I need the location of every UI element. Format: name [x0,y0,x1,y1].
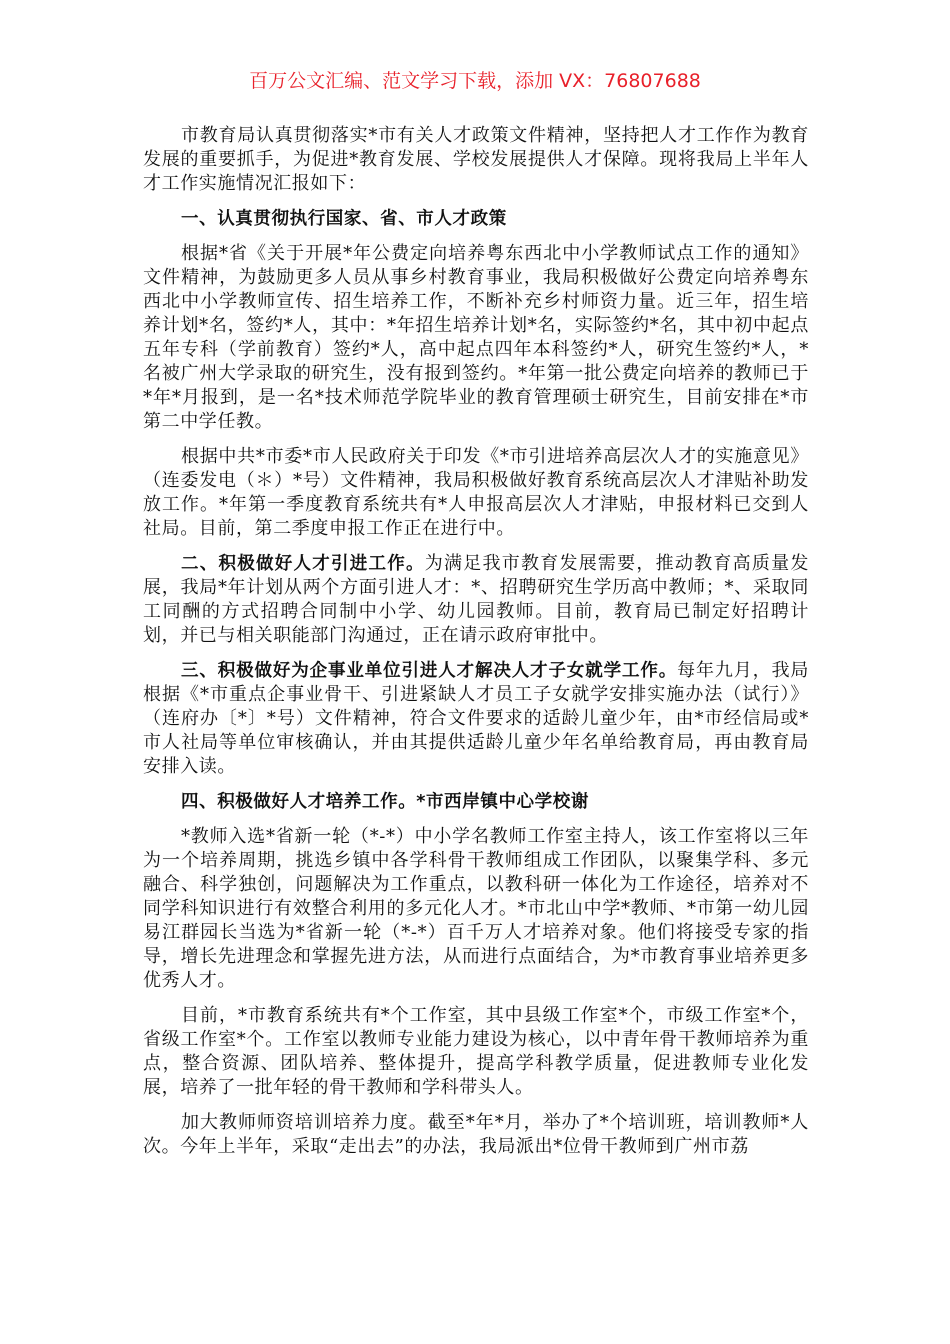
section-4-paragraph-2: 目前，*市教育系统共有*个工作室，其中县级工作室*个，市级工作室*个，省级工作室*个。工作室以教师专业能力建设为核心，以中青年骨干教师培养为重点，整合资源、团队培养、整体提升，提高学科教学质量，促进教师专业化发展，培养了一批年轻的骨干教师和学科带头人。 [143,1005,809,1098]
section-2-paragraph [143,552,809,648]
section-2-text: 为满足我市教育发展需要，推动教育高质量发展，我局*年计划从两个方面引进人才：*、招聘研究生学历高中教师；*、采取同工同酬的方式招聘合同制中小学、幼儿园教师。目前，教育局已制定好招聘计划，并已与相关职能部门沟通过，正在请示政府审批中。 [143,553,809,646]
section-2-heading: 二、积极做好人才引进工作。 [181,554,425,574]
section-4-paragraph-1: *教师入选*省新一轮（*-*）中小学名教师工作室主持人，该工作室将以三年为一个培养周期，挑选乡镇中各学科骨干教师组成工作团队，以聚集学科、多元融合、科学独创，问题解决为工作重点，以教科研一体化为工作途径，培养对不同学科知识进行有效整合利用的多元化人才。*市北山中学*教师、*市第一幼儿园易江群园长当选为*省新一轮（*-*）百千万人才培养对象。他们将接受专家的指导，增长先进理念和掌握先进方法，从而进行点面结合，为*市教育事业培养更多优秀人才。 [143,826,809,991]
section-3-text: 每年九月，我局根据《*市重点企事业骨干、引进紧缺人才员工子女就学安排实施办法（试行）》（连府办〔*〕*号）文件精神，符合文件要求的适龄儿童少年，由*市经信局或*市人社局等单位审核确认，并由其提供适龄儿童少年名单给教育局，再由教育局安排入读。 [143,660,809,777]
section-1-paragraph-2: 根据中共*市委*市人民政府关于印发《*市引进培养高层次人才的实施意见》（连委发电（＊）*号）文件精神，我局积极做好教育系统高层次人才津贴补助发放工作。*年第一季度教育系统共有*人申报高层次人才津贴，申报材料已交到人社局。目前，第二季度申报工作正在进行中。 [143,446,809,539]
promo-banner: 百万公文汇编、范文学习下载，添加 VX：76807688 [249,70,701,92]
section-1-paragraph-1: 根据*省《关于开展*年公费定向培养粤东西北中小学教师试点工作的通知》文件精神，为鼓励更多人员从事乡村教育事业，我局积极做好公费定向培养粤东西北中小学教师宣传、招生培养工作，不断补充乡村师资力量。近三年，招生培养计划*名，签约*人，其中：*年招生培养计划*名，实际签约*名，其中初中起点五年专科（学前教育）签约*人，高中起点四年本科签约*人，研究生签约*人，*名被广州大学录取的研究生，没有报到签约。*年第一批公费定向培养的教师已于*年*月报到，是一名*技术师范学院毕业的教育管理硕士研究生，目前安排在*市第二中学任教。 [143,243,809,432]
section-1-heading: 一、认真贯彻执行国家、省、市人才政策 [181,209,507,229]
intro-paragraph: 市教育局认真贯彻落实*市有关人才政策文件精神，坚持把人才工作作为教育发展的重要抓手，为促进*教育发展、学校发展提供人才保障。现将我局上半年人才工作实施情况汇报如下： [143,125,809,194]
section-4-heading: 四、积极做好人才培养工作。*市西岸镇中心学校谢 [181,792,589,812]
section-3-heading: 三、积极做好为企事业单位引进人才解决人才子女就学工作。 [181,661,678,681]
document-body [143,124,809,1159]
section-4-paragraph-3: 加大教师师资培训培养力度。截至*年*月，举办了*个培训班，培训教师*人次。今年上半年，采取“走出去”的办法，我局派出*位骨干教师到广州市荔 [143,1112,809,1157]
section-3-paragraph [143,659,809,779]
